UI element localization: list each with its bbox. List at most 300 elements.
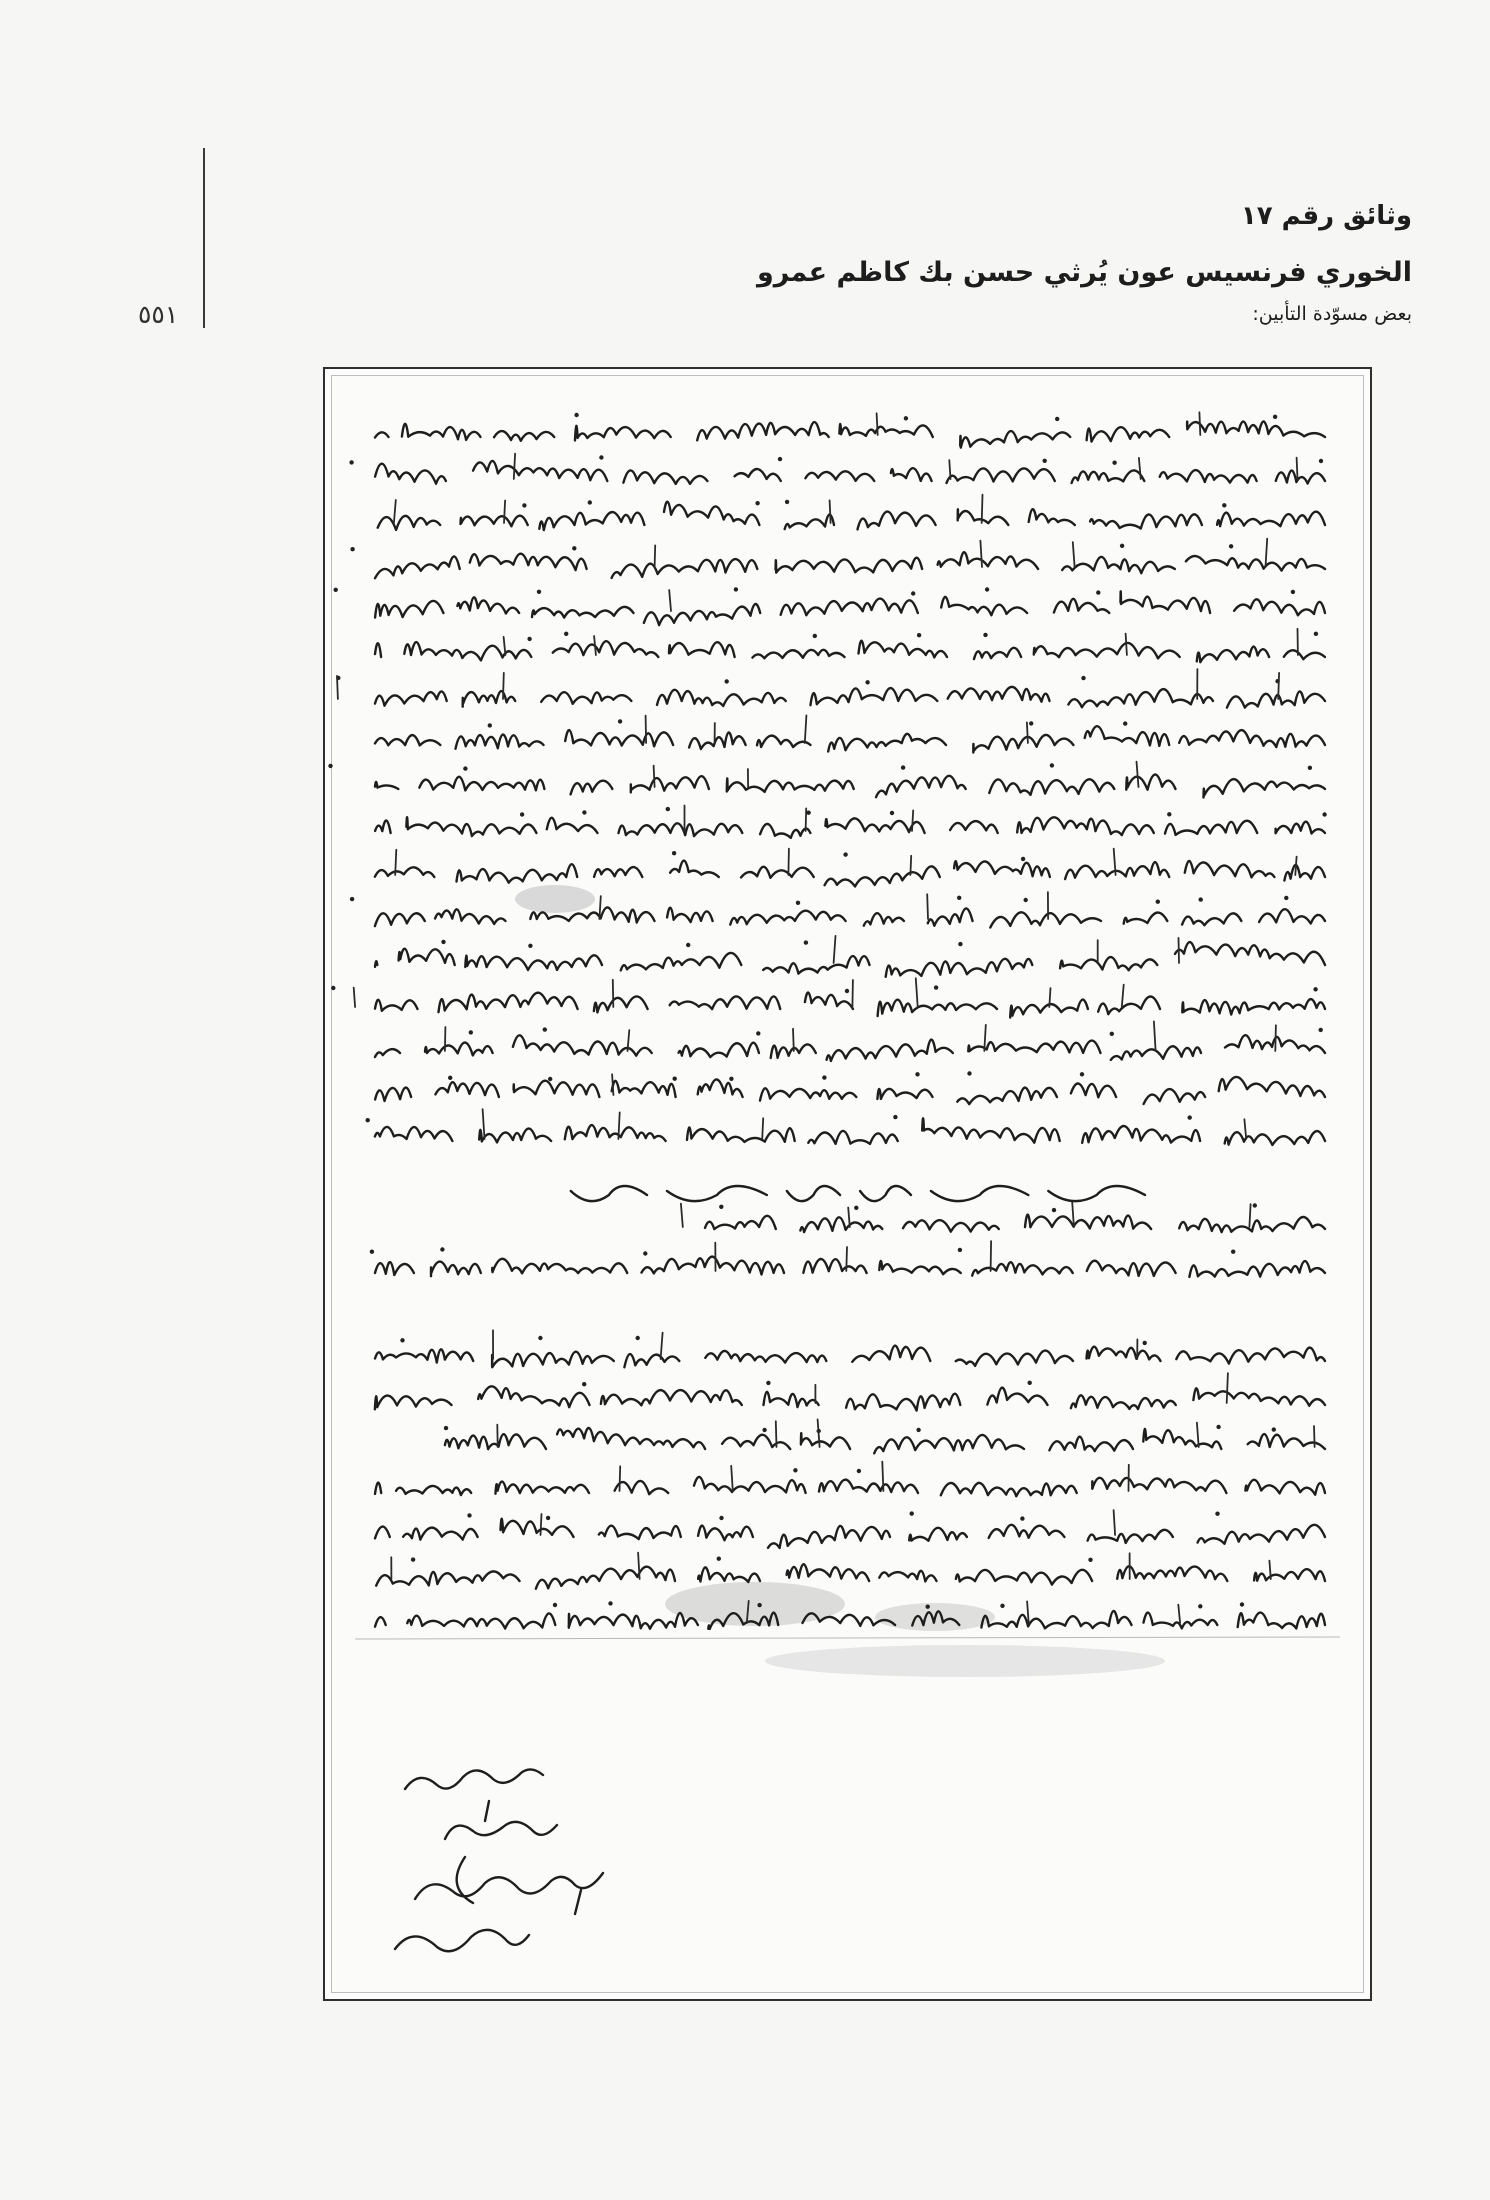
handwritten-word — [431, 1262, 481, 1277]
handwritten-word — [785, 514, 834, 529]
ink-stroke — [483, 1109, 485, 1139]
ink-stroke — [852, 980, 853, 1007]
ink-stroke — [846, 1247, 847, 1271]
handwritten-word — [539, 512, 644, 530]
handwritten-word — [396, 1486, 471, 1495]
handwritten-word — [375, 782, 398, 789]
ink-stroke — [788, 849, 789, 875]
ink-dot — [1284, 896, 1288, 900]
ink-stroke — [991, 1241, 992, 1271]
ink-dot — [618, 719, 622, 723]
handwritten-word — [941, 1483, 1077, 1496]
handwritten-word — [435, 1082, 499, 1097]
handwritten-word — [670, 996, 781, 1009]
ink-dot — [543, 1027, 547, 1031]
handwritten-word — [760, 824, 810, 838]
handwritten-word — [402, 424, 481, 440]
handwritten-word — [846, 1394, 960, 1411]
ink-dot — [934, 985, 938, 989]
handwritten-word — [375, 867, 434, 877]
ink-stroke — [1275, 1025, 1276, 1051]
handwritten-word — [987, 1388, 1047, 1405]
handwritten-word — [694, 1477, 806, 1493]
manuscript-handwriting — [325, 369, 1370, 1999]
ink-dot — [334, 588, 338, 592]
handwritten-word — [1087, 1261, 1176, 1276]
handwritten-word — [981, 1611, 1131, 1628]
ink-dot — [582, 810, 586, 814]
handwritten-word — [1071, 1395, 1176, 1409]
handwritten-word — [565, 1125, 666, 1141]
handwritten-word — [457, 864, 578, 883]
handwritten-word — [1034, 643, 1180, 658]
handwritten-word — [735, 469, 781, 481]
handwritten-word — [877, 1089, 932, 1099]
ink-dot — [366, 1118, 370, 1122]
handwritten-manuscript-image — [323, 367, 1372, 2001]
handwritten-word — [1124, 913, 1168, 924]
ink-stroke — [1197, 1423, 1199, 1447]
handwritten-word — [787, 1186, 840, 1201]
handwritten-word — [375, 1527, 390, 1539]
handwritten-word — [1193, 1388, 1325, 1405]
handwritten-word — [757, 736, 811, 747]
ink-dot — [1021, 857, 1025, 861]
handwritten-word — [1227, 691, 1325, 707]
ink-dot — [890, 811, 894, 815]
handwritten-word — [375, 1127, 453, 1141]
handwriting-lines — [325, 412, 1340, 1639]
handwritten-word — [989, 779, 1114, 795]
ink-dot — [983, 633, 987, 637]
ink-stroke — [654, 766, 655, 787]
ink-dot — [1112, 461, 1116, 465]
handwritten-word — [419, 777, 544, 791]
ink-dot — [1081, 676, 1085, 680]
handwritten-word — [478, 1386, 589, 1407]
handwritten-word — [787, 1564, 870, 1581]
ink-dot — [766, 1381, 770, 1385]
handwritten-word — [941, 597, 1027, 615]
ink-dot — [755, 501, 759, 505]
handwritten-word — [375, 643, 381, 657]
ink-dot — [350, 897, 354, 901]
handwritten-word — [989, 1525, 1065, 1538]
ink-dot — [958, 942, 962, 946]
handwritten-word — [457, 597, 519, 613]
handwritten-word — [553, 641, 659, 657]
handwritten-word — [805, 992, 853, 1009]
ink-dot — [967, 1071, 971, 1075]
ink-dot — [469, 1030, 473, 1034]
ink-dot — [985, 587, 989, 591]
ink-dot — [582, 1382, 586, 1386]
handwritten-word — [496, 1482, 590, 1494]
ink-stroke — [1139, 458, 1141, 479]
ink-stroke — [982, 495, 983, 523]
handwritten-word — [1182, 999, 1325, 1014]
ink-dot — [538, 1336, 542, 1340]
ink-dot — [370, 1250, 374, 1254]
handwritten-word — [1160, 470, 1257, 483]
handwritten-word — [947, 468, 1055, 483]
handwritten-word — [1182, 913, 1241, 925]
ink-dot — [1156, 900, 1160, 904]
ink-dot — [1050, 763, 1054, 767]
handwritten-word — [689, 732, 746, 749]
handwritten-word — [879, 1261, 960, 1274]
ink-stroke — [805, 715, 807, 743]
handwritten-word — [852, 1346, 930, 1362]
handwritten-word — [741, 867, 814, 878]
handwritten-word — [667, 1186, 767, 1201]
ink-stroke — [337, 676, 338, 699]
ink-dot — [1188, 1115, 1192, 1119]
handwritten-word — [536, 1567, 675, 1589]
handwritten-word — [730, 911, 845, 925]
handwritten-word — [825, 818, 924, 833]
ink-stroke — [806, 808, 807, 831]
handwritten-word — [1054, 599, 1109, 613]
handwritten-word — [1087, 1347, 1161, 1361]
handwritten-word — [375, 691, 447, 705]
handwritten-word — [705, 1216, 776, 1229]
handwritten-word — [445, 1434, 546, 1449]
ink-dot — [717, 1557, 721, 1561]
handwritten-word — [1245, 1480, 1325, 1495]
ink-dot — [1043, 459, 1047, 463]
handwritten-word — [1085, 726, 1170, 746]
handwritten-word — [375, 1262, 414, 1275]
ink-smudge — [765, 1645, 1165, 1677]
ink-stroke — [1179, 938, 1180, 963]
handwritten-word — [698, 1526, 753, 1541]
handwritten-word — [922, 1118, 1060, 1142]
handwritten-word — [612, 1081, 676, 1097]
handwritten-word — [557, 1428, 705, 1449]
ink-stroke — [1314, 1426, 1315, 1447]
ink-dot — [957, 896, 961, 900]
handwritten-word — [954, 861, 1050, 877]
ink-dot — [672, 851, 676, 855]
ink-dot — [1052, 1208, 1056, 1212]
handwritten-word — [375, 1000, 418, 1011]
ink-dot — [911, 591, 915, 595]
ink-dot — [588, 500, 592, 504]
handwritten-word — [753, 650, 845, 658]
document-title: الخوري فرنسيس عون يُرثي حسن بك كاظم عمرو — [756, 257, 1412, 288]
handwritten-word — [569, 1613, 698, 1629]
document-header — [652, 198, 1412, 328]
ink-dot — [926, 1605, 930, 1609]
handwritten-word — [1238, 1613, 1325, 1629]
handwritten-word — [763, 956, 869, 974]
handwritten-word — [623, 470, 707, 483]
handwritten-word — [1068, 689, 1213, 707]
handwritten-word — [1088, 1530, 1173, 1543]
handwritten-word — [956, 1351, 1073, 1366]
handwritten-word — [657, 690, 786, 706]
handwritten-word — [811, 688, 938, 705]
ink-dot — [762, 1428, 766, 1432]
ink-dot — [1055, 417, 1059, 421]
handwritten-word — [958, 509, 1009, 525]
ink-dot — [796, 901, 800, 905]
handwritten-word — [473, 461, 607, 481]
ink-dot — [553, 1603, 557, 1607]
ink-dot — [719, 1516, 723, 1520]
document-caption: بعض مسوّدة التأبين: — [1252, 303, 1412, 325]
ink-stroke — [910, 856, 911, 875]
ink-dot — [1143, 1341, 1147, 1345]
ink-dot — [520, 812, 524, 816]
handwritten-word — [406, 817, 536, 836]
ink-dot — [1215, 1512, 1219, 1516]
ink-dot — [756, 1031, 760, 1035]
handwritten-word — [948, 687, 1050, 702]
ink-dot — [1088, 1558, 1092, 1562]
ink-dot — [400, 1338, 404, 1342]
ink-stroke — [541, 1514, 542, 1535]
ink-dot — [608, 1601, 612, 1605]
ink-dot — [915, 1072, 919, 1076]
ink-dot — [467, 1513, 471, 1517]
handwritten-word — [1197, 647, 1269, 663]
ink-stroke — [762, 1118, 763, 1139]
ink-stroke — [1126, 634, 1127, 655]
handwritten-word — [1179, 1217, 1325, 1232]
ink-stroke — [1295, 857, 1296, 875]
ink-dot — [1314, 632, 1318, 636]
ink-stroke — [927, 894, 928, 919]
ink-dot — [910, 1511, 914, 1515]
ink-dot — [1308, 766, 1312, 770]
handwritten-word — [876, 776, 966, 797]
handwritten-word — [859, 641, 948, 658]
handwritten-word — [938, 552, 1039, 569]
ink-dot — [527, 637, 531, 641]
handwritten-word — [950, 821, 998, 833]
ink-dot — [673, 1077, 677, 1081]
ink-stroke — [793, 1029, 794, 1051]
handwritten-word — [375, 735, 440, 745]
handwritten-word — [864, 913, 904, 926]
handwritten-word — [425, 1043, 493, 1056]
handwritten-word — [642, 1257, 785, 1275]
handwritten-word — [601, 1390, 742, 1405]
ink-stroke — [394, 500, 396, 523]
handwritten-word — [1117, 1566, 1227, 1581]
handwritten-word — [705, 1351, 826, 1363]
handwritten-word — [575, 426, 671, 441]
ink-stroke — [984, 1025, 986, 1051]
handwritten-word — [571, 1186, 647, 1201]
ink-dot — [331, 986, 335, 990]
ink-stroke — [1227, 1373, 1228, 1403]
handwritten-word — [565, 730, 673, 746]
handwritten-word — [928, 908, 973, 925]
ink-stroke — [681, 1204, 683, 1227]
ink-dot — [719, 1205, 723, 1209]
ink-dot — [1253, 1203, 1257, 1207]
ink-stroke — [916, 978, 918, 1007]
ink-stroke — [620, 1466, 621, 1491]
handwritten-word — [698, 1567, 760, 1582]
ink-dot — [1020, 1516, 1024, 1520]
handwritten-word — [1017, 817, 1154, 835]
ink-stroke — [661, 1333, 663, 1359]
handwritten-word — [375, 464, 446, 484]
handwritten-word — [860, 1186, 911, 1201]
ink-stroke — [646, 716, 647, 743]
ink-stroke — [1137, 762, 1139, 787]
handwritten-word — [404, 642, 531, 660]
ink-dot — [893, 1115, 897, 1119]
handwritten-word — [1284, 650, 1325, 659]
handwritten-word — [1082, 1126, 1200, 1143]
ink-stroke — [445, 1027, 446, 1051]
handwritten-word — [1165, 821, 1257, 835]
handwritten-word — [697, 422, 829, 440]
ink-dot — [785, 500, 789, 504]
handwritten-word — [501, 1519, 574, 1537]
handwritten-word — [399, 949, 455, 965]
handwritten-word — [1029, 509, 1075, 525]
ink-dot — [522, 503, 526, 507]
ink-stroke — [1278, 673, 1279, 699]
handwritten-word — [903, 1220, 999, 1232]
ink-dot — [537, 590, 541, 594]
ink-dot — [804, 940, 808, 944]
handwritten-word — [972, 1262, 1073, 1275]
ink-dot — [916, 1428, 920, 1432]
ink-dot — [548, 1077, 552, 1081]
handwritten-word — [513, 1035, 652, 1055]
handwritten-word — [403, 1528, 478, 1540]
ink-dot — [1216, 1425, 1220, 1429]
ink-stroke — [1297, 458, 1298, 479]
ink-dot — [1000, 1604, 1004, 1608]
handwritten-word — [1071, 1084, 1116, 1098]
handwritten-word — [1121, 591, 1211, 613]
ink-dot — [328, 764, 332, 768]
handwritten-word — [619, 823, 743, 836]
ink-stroke — [912, 810, 913, 831]
signature — [395, 1801, 603, 1951]
handwritten-word — [768, 1526, 890, 1548]
handwritten-word — [1198, 1525, 1325, 1544]
handwritten-word — [461, 516, 528, 527]
ink-dot — [822, 1075, 826, 1079]
handwritten-word — [1060, 957, 1157, 970]
ink-dot — [734, 587, 738, 591]
ink-dot — [806, 811, 810, 815]
document-label: وثائق رقم ١٧ — [1240, 201, 1412, 231]
handwritten-word — [973, 735, 1073, 753]
ink-dot — [729, 1077, 733, 1081]
handwritten-word — [615, 1481, 669, 1494]
handwritten-word — [874, 1435, 1024, 1453]
ink-dot — [1199, 897, 1203, 901]
ink-dot — [1322, 812, 1326, 816]
handwritten-word — [375, 601, 443, 618]
ink-dot — [854, 1206, 858, 1210]
ink-dot — [411, 1557, 415, 1561]
handwritten-word — [968, 1041, 1100, 1053]
ink-dot — [1198, 1604, 1202, 1608]
handwritten-word — [801, 1433, 850, 1449]
handwritten-word — [456, 735, 544, 749]
handwritten-word — [1092, 1478, 1226, 1493]
handwritten-word — [1217, 512, 1325, 527]
ink-dot — [845, 989, 849, 993]
ink-dot — [643, 1251, 647, 1255]
handwritten-word — [827, 1040, 953, 1061]
handwritten-word — [375, 1349, 473, 1362]
ink-stroke — [514, 454, 515, 479]
ink-stroke — [1266, 539, 1268, 567]
handwritten-word — [375, 1049, 400, 1057]
ink-dot — [725, 679, 729, 683]
ink-stroke — [776, 1421, 777, 1447]
handwritten-word — [1225, 1131, 1325, 1145]
ink-stroke — [613, 980, 614, 1007]
handwritten-word — [492, 1352, 614, 1368]
handwritten-word — [492, 1259, 627, 1274]
handwritten-word — [808, 1131, 897, 1144]
ink-dot — [778, 457, 782, 461]
ink-dot — [1319, 1028, 1323, 1032]
handwritten-word — [698, 1079, 743, 1097]
ink-stroke — [594, 636, 596, 655]
handwritten-word — [879, 1571, 936, 1582]
ink-dot — [1231, 1250, 1235, 1254]
handwritten-word — [375, 961, 377, 967]
handwritten-word — [378, 516, 441, 530]
ink-dot — [1319, 459, 1323, 463]
handwritten-word — [819, 1480, 918, 1493]
ink-dot — [901, 765, 905, 769]
ink-stroke — [834, 936, 836, 963]
ink-dot — [1110, 1032, 1114, 1036]
handwritten-word — [1025, 1215, 1151, 1229]
handwritten-word — [931, 1186, 1028, 1201]
handwritten-word — [878, 1000, 997, 1016]
handwritten-word — [375, 556, 460, 578]
ink-stroke — [655, 545, 656, 567]
handwritten-word — [670, 861, 719, 877]
ink-dot — [1272, 1427, 1276, 1431]
handwritten-word — [624, 1354, 679, 1367]
handwritten-word — [375, 432, 389, 437]
margin-rule — [203, 148, 205, 328]
handwritten-word — [1204, 779, 1326, 797]
handwritten-word — [375, 821, 391, 833]
handwritten-word — [435, 909, 505, 924]
handwritten-word — [612, 559, 758, 578]
ink-dot — [686, 943, 690, 947]
handwritten-word — [494, 431, 554, 441]
ink-dot — [666, 807, 670, 811]
handwritten-word — [1284, 865, 1325, 881]
handwritten-word — [1090, 514, 1202, 528]
handwritten-word — [1062, 557, 1175, 573]
handwritten-word — [960, 431, 1070, 448]
ink-dot — [843, 852, 847, 856]
ink-stroke — [503, 673, 504, 699]
ink-dot — [528, 944, 532, 948]
ink-stroke — [504, 501, 505, 524]
